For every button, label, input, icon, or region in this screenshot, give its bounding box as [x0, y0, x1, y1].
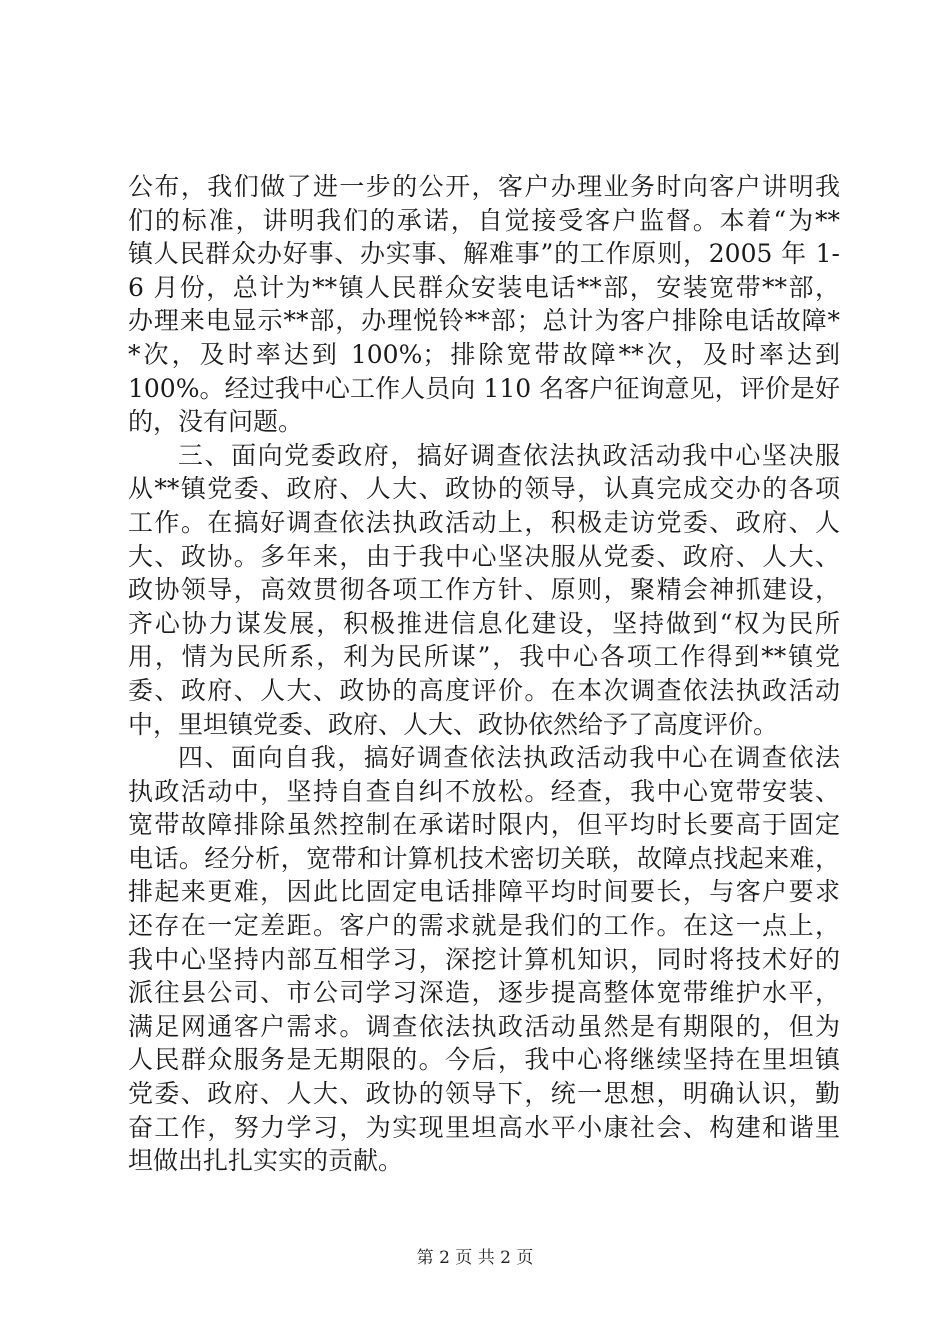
document-body — [128, 170, 840, 1178]
text-line: 齐心协力谋发展，积极推进信息化建设，坚持做到“权为民所 — [128, 608, 840, 638]
text-line: 宽带故障排除虽然控制在承诺时限内，但平均时长要高于固定 — [128, 810, 840, 840]
text-line: 中，里坦镇党委、政府、人大、政协依然给予了高度评价。 — [128, 709, 779, 739]
text-line: 电话。经分析，宽带和计算机技术密切关联，故障点找起来难， — [128, 843, 840, 873]
text-line: 排起来更难，因此比固定电话排障平均时间要长，与客户要求 — [128, 877, 840, 907]
text-line: 人民群众服务是无期限的。今后，我中心将继续坚持在里坦镇 — [128, 1045, 840, 1075]
page-number-footer: 第 2 页 共 2 页 — [416, 1248, 534, 1268]
text-line: 们的标准，讲明我们的承诺，自觉接受客户监督。本着“为** — [128, 205, 840, 235]
text-line: 100%。经过我中心工作人员向 110 名客户征询意见，评价是好 — [128, 373, 840, 403]
text-line: 用，情为民所系，利为民所谋”，我中心各项工作得到**镇党 — [128, 642, 840, 672]
section-three-first-line: 三、面向党委政府，搞好调查依法执政活动我中心坚决服 — [178, 440, 840, 470]
text-line: 还存在一定差距。客户的需求就是我们的工作。在这一点上， — [128, 911, 840, 941]
text-line: 从**镇党委、政府、人大、政协的领导，认真完成交办的各项 — [128, 474, 840, 504]
text-line: 满足网通客户需求。调查依法执政活动虽然是有期限的，但为 — [128, 1011, 840, 1041]
text-line: 党委、政府、人大、政协的领导下，统一思想，明确认识，勤 — [128, 1079, 840, 1109]
text-line: 执政活动中，坚持自查自纠不放松。经查，我中心宽带安装、 — [128, 776, 840, 806]
text-line: 公布，我们做了进一步的公开，客户办理业务时向客户讲明我 — [128, 172, 840, 201]
text-line: 大、政协。多年来，由于我中心坚决服从党委、政府、人大、 — [128, 541, 840, 571]
text-line: 办理来电显示**部，办理悦铃**部；总计为客户排除电话故障* — [128, 306, 840, 336]
text-line: 委、政府、人大、政协的高度评价。在本次调查依法执政活动 — [128, 675, 840, 705]
text-line: 派往县公司、市公司学习深造，逐步提高整体宽带维护水平， — [128, 978, 840, 1008]
text-line: 坦做出扎扎实实的贡献。 — [128, 1146, 404, 1176]
text-line: 工作。在搞好调查依法执政活动上，积极走访党委、政府、人 — [128, 507, 840, 537]
text-line: 我中心坚持内部互相学习，深挖计算机知识，同时将技术好的 — [128, 944, 840, 974]
text-line: 政协领导，高效贯彻各项工作方针、原则，聚精会神抓建设， — [128, 575, 840, 605]
text-line: 6 月份，总计为**镇人民群众安装电话**部，安装宽带**部， — [128, 272, 840, 302]
section-four-first-line: 四、面向自我，搞好调查依法执政活动我中心在调查依法 — [178, 743, 840, 773]
text-line: 的，没有问题。 — [128, 407, 304, 437]
text-line: *次，及时率达到 100%；排除宽带故障**次，及时率达到 — [128, 339, 840, 369]
text-line: 奋工作，努力学习，为实现里坦高水平小康社会、构建和谐里 — [128, 1112, 840, 1142]
text-line: 镇人民群众办好事、办实事、解难事”的工作原则，2005 年 1- — [128, 239, 840, 269]
